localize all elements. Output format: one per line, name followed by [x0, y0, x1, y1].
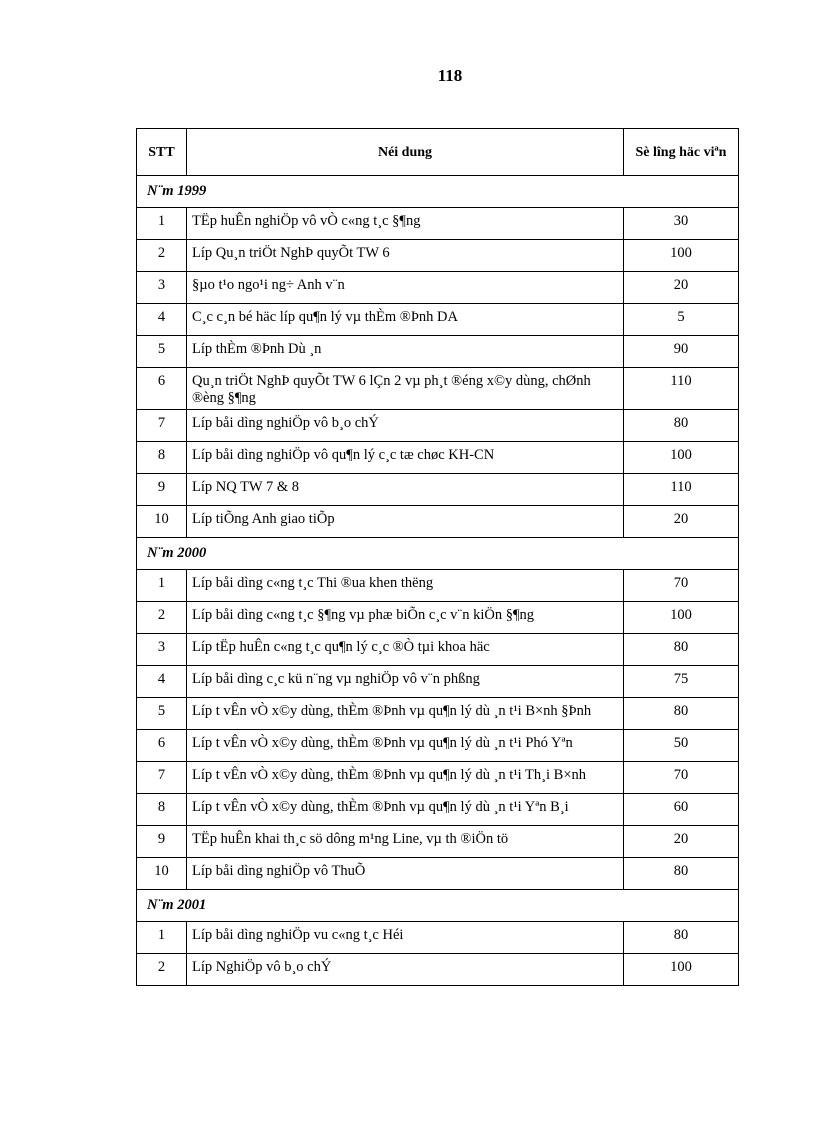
row-content: Líp båi dìng c«ng t¸c Thi ®ua khen thëng: [187, 570, 624, 602]
row-count: 75: [624, 666, 739, 698]
year-row: [137, 538, 739, 570]
row-count: 110: [624, 368, 739, 410]
row-count: 100: [624, 240, 739, 272]
table-row: [137, 336, 739, 368]
table-row: [137, 634, 739, 666]
row-content: Líp Qu¸n triÖt NghÞ quyÕt TW 6: [187, 240, 624, 272]
table-row: [137, 826, 739, 858]
row-content: Líp t vÊn vÒ x©y dùng, thÈm ®Þnh vµ qu¶n lý dù ¸n t¹i B×nh §Þnh: [187, 698, 624, 730]
row-count: 70: [624, 762, 739, 794]
row-stt: 4: [137, 666, 187, 698]
table-row: [137, 954, 739, 986]
page-number: 118: [437, 66, 463, 85]
row-stt: 2: [137, 240, 187, 272]
table-row: [137, 442, 739, 474]
row-stt: 1: [137, 922, 187, 954]
row-count: 90: [624, 336, 739, 368]
row-stt: 10: [137, 506, 187, 538]
table-row: [137, 240, 739, 272]
row-content: Líp NQ TW 7 & 8: [187, 474, 624, 506]
row-count: 70: [624, 570, 739, 602]
row-content: Qu¸n triÖt NghÞ quyÕt TW 6 lÇn 2 vµ ph¸t ®éng x©y dùng, chØnh ®èng §¶ng: [187, 368, 624, 410]
row-content: C¸c c¸n bé häc líp qu¶n lý vµ thÈm ®Þnh DA: [187, 304, 624, 336]
row-stt: 9: [137, 474, 187, 506]
row-stt: 9: [137, 826, 187, 858]
row-stt: 6: [137, 368, 187, 410]
row-stt: 8: [137, 442, 187, 474]
table-body: [137, 176, 739, 986]
row-stt: 5: [137, 698, 187, 730]
table-row: [137, 272, 739, 304]
table-row: [137, 506, 739, 538]
row-count: 20: [624, 272, 739, 304]
table-row: [137, 698, 739, 730]
table-header-row: [137, 129, 739, 176]
row-content: Líp NghiÖp vô b¸o chÝ: [187, 954, 624, 986]
row-stt: 8: [137, 794, 187, 826]
row-content: Líp båi dìng nghiÖp vô qu¶n lý c¸c tæ chøc KH-CN: [187, 442, 624, 474]
table-row: [137, 208, 739, 240]
row-stt: 2: [137, 602, 187, 634]
training-table: [136, 128, 739, 986]
row-stt: 3: [137, 272, 187, 304]
row-count: 100: [624, 954, 739, 986]
table-row: [137, 666, 739, 698]
row-content: Líp t vÊn vÒ x©y dùng, thÈm ®Þnh vµ qu¶n lý dù ¸n t¹i Th¸i B×nh: [187, 762, 624, 794]
row-stt: 1: [137, 570, 187, 602]
row-stt: 10: [137, 858, 187, 890]
row-content: Líp båi dìng nghiÖp vô b¸o chÝ: [187, 410, 624, 442]
header-stt: STT: [137, 129, 187, 176]
year-row: [137, 176, 739, 208]
row-count: 50: [624, 730, 739, 762]
header-count: Sè lîng häc viªn: [624, 129, 739, 176]
row-content: Líp tiÕng Anh giao tiÕp: [187, 506, 624, 538]
row-count: 80: [624, 634, 739, 666]
table-row: [137, 602, 739, 634]
row-stt: 5: [137, 336, 187, 368]
table-row: [137, 858, 739, 890]
row-content: Líp båi dìng nghiÖp vu c«ng t¸c Héi: [187, 922, 624, 954]
row-stt: 6: [137, 730, 187, 762]
row-count: 20: [624, 826, 739, 858]
table-row: [137, 304, 739, 336]
year-label: N¨m 1999: [137, 176, 739, 208]
row-stt: 7: [137, 762, 187, 794]
table-row: [137, 730, 739, 762]
row-content: Líp t vÊn vÒ x©y dùng, thÈm ®Þnh vµ qu¶n lý dù ¸n t¹i Phó Yªn: [187, 730, 624, 762]
table-row: [137, 922, 739, 954]
table-row: [137, 762, 739, 794]
row-content: Líp tËp huÊn c«ng t¸c qu¶n lý c¸c ®Ò tµi khoa häc: [187, 634, 624, 666]
row-stt: 1: [137, 208, 187, 240]
row-count: 20: [624, 506, 739, 538]
table-row: [137, 570, 739, 602]
table-row: [137, 474, 739, 506]
row-count: 100: [624, 442, 739, 474]
row-stt: 3: [137, 634, 187, 666]
row-content: Líp båi dìng nghiÖp vô ThuÕ: [187, 858, 624, 890]
row-count: 30: [624, 208, 739, 240]
table-row: [137, 368, 739, 410]
table-row: [137, 794, 739, 826]
row-stt: 7: [137, 410, 187, 442]
row-stt: 2: [137, 954, 187, 986]
row-count: 110: [624, 474, 739, 506]
row-content: §µo t¹o ngo¹i ng÷ Anh v¨n: [187, 272, 624, 304]
row-content: Líp thÈm ®Þnh Dù ¸n: [187, 336, 624, 368]
year-row: [137, 890, 739, 922]
row-count: 5: [624, 304, 739, 336]
row-count: 80: [624, 922, 739, 954]
row-count: 100: [624, 602, 739, 634]
row-count: 80: [624, 410, 739, 442]
row-count: 80: [624, 858, 739, 890]
row-content: TËp huÊn khai th¸c sö dông m¹ng Line, vµ th ®iÖn tö: [187, 826, 624, 858]
row-content: Líp båi dìng c«ng t¸c §¶ng vµ phæ biÕn c¸c v¨n kiÖn §¶ng: [187, 602, 624, 634]
year-label: N¨m 2000: [137, 538, 739, 570]
header-content: Néi dung: [187, 129, 624, 176]
row-content: Líp t vÊn vÒ x©y dùng, thÈm ®Þnh vµ qu¶n lý dù ¸n t¹i Yªn B¸i: [187, 794, 624, 826]
row-count: 80: [624, 698, 739, 730]
year-label: N¨m 2001: [137, 890, 739, 922]
row-content: Líp båi dìng c¸c kü n¨ng vµ nghiÖp vô v¨n phßng: [187, 666, 624, 698]
row-stt: 4: [137, 304, 187, 336]
table-row: [137, 410, 739, 442]
row-content: TËp huÊn nghiÖp vô vÒ c«ng t¸c §¶ng: [187, 208, 624, 240]
row-count: 60: [624, 794, 739, 826]
